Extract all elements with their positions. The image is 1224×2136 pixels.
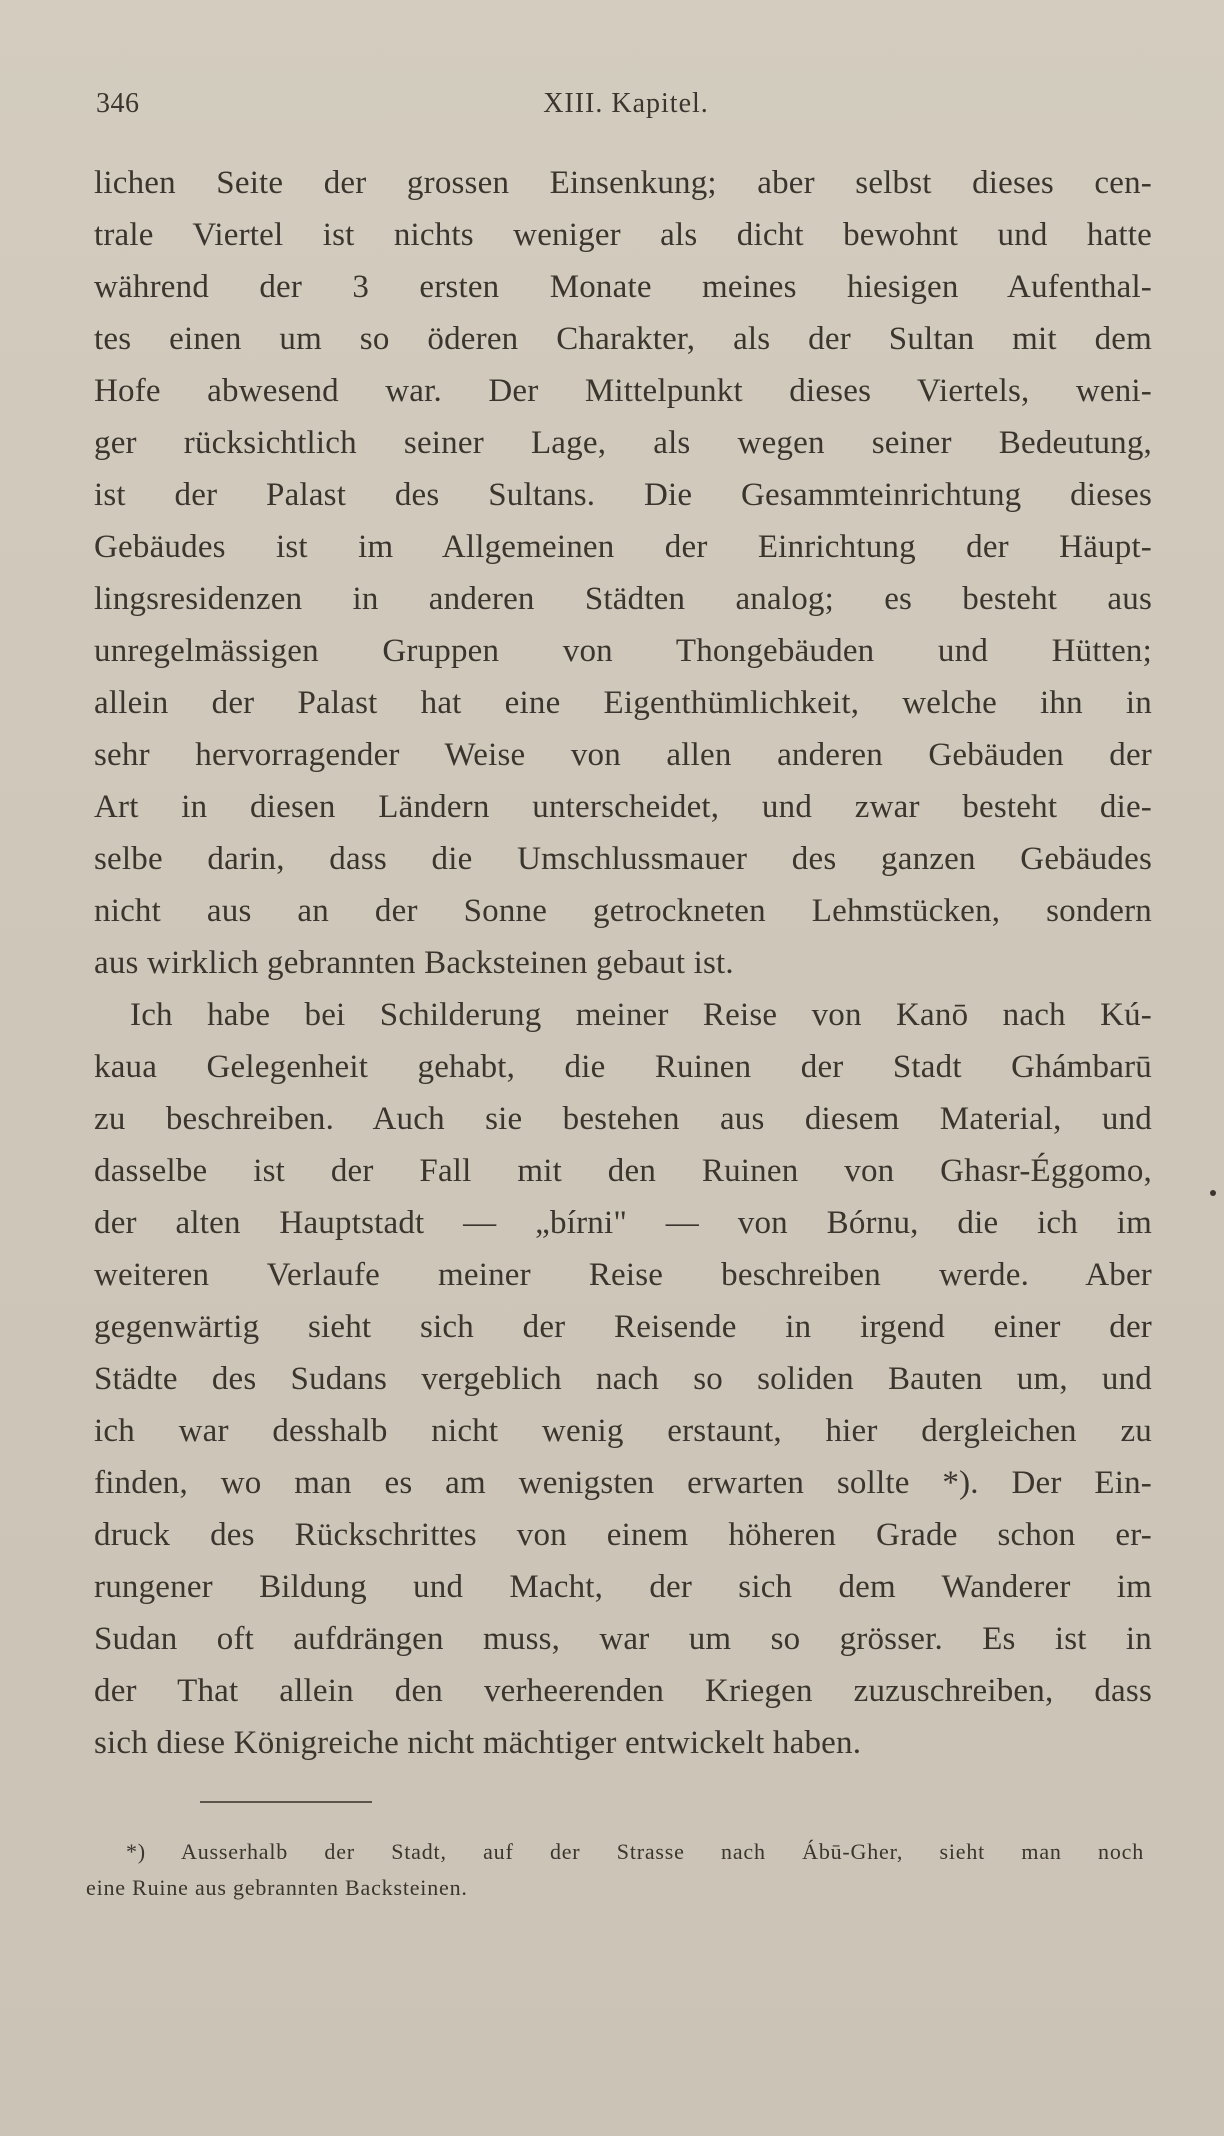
text-line: unregelmässigen Gruppen von Thongebäuden und Hütten;	[94, 633, 1152, 669]
text-line: aus wirklich gebrannten Backsteinen gebaut ist.	[94, 945, 734, 981]
text-line: allein der Palast hat eine Eigenthümlichkeit, welche ihn in	[94, 685, 1152, 721]
text-line: ger rücksichtlich seiner Lage, als wegen seiner Bedeutung,	[94, 425, 1152, 461]
text-line: finden, wo man es am wenigsten erwarten sollte *). Der Ein-	[94, 1465, 1152, 1501]
text-line: nicht aus an der Sonne getrockneten Lehmstücken, sondern	[94, 893, 1152, 929]
running-head: XIII. Kapitel.	[543, 88, 709, 119]
text-line: selbe darin, dass die Umschlussmauer des ganzen Gebäudes	[94, 841, 1152, 877]
text-line: Sudan oft aufdrängen muss, war um so grösser. Es ist in	[94, 1621, 1152, 1657]
text-line: während der 3 ersten Monate meines hiesigen Aufenthal-	[94, 269, 1152, 305]
text-line: trale Viertel ist nichts weniger als dicht bewohnt und hatte	[94, 217, 1152, 253]
text-line: Art in diesen Ländern unterscheidet, und zwar besteht die-	[94, 789, 1152, 825]
body-text	[94, 157, 1152, 1769]
footnote	[86, 1834, 1144, 1906]
footnote-divider	[200, 1801, 372, 1803]
text-line: lichen Seite der grossen Einsenkung; aber selbst dieses cen-	[94, 165, 1152, 201]
footnote-line: *) Ausserhalb der Stadt, auf der Strasse nach Ábū-Gher, sieht man noch	[126, 1839, 1144, 1864]
text-line: zu beschreiben. Auch sie bestehen aus diesem Material, und	[94, 1101, 1152, 1137]
page-header	[96, 88, 1156, 128]
text-line: lingsresidenzen in anderen Städten analog; es besteht aus	[94, 581, 1152, 617]
margin-speck	[1210, 1190, 1216, 1196]
text-line: Hofe abwesend war. Der Mittelpunkt dieses Viertels, weni-	[94, 373, 1152, 409]
footnote-line: eine Ruine aus gebrannten Backsteinen.	[86, 1875, 468, 1900]
text-line: gegenwärtig sieht sich der Reisende in irgend einer der	[94, 1309, 1152, 1345]
text-line: druck des Rückschrittes von einem höheren Grade schon er-	[94, 1517, 1152, 1553]
text-line: weiteren Verlaufe meiner Reise beschreiben werde. Aber	[94, 1257, 1152, 1293]
text-line: sich diese Königreiche nicht mächtiger entwickelt haben.	[94, 1725, 862, 1761]
text-line: der alten Hauptstadt — „bírni" — von Bórnu, die ich im	[94, 1205, 1152, 1241]
text-line: dasselbe ist der Fall mit den Ruinen von Ghasr-Éggomo,	[94, 1153, 1152, 1189]
page-number: 346	[96, 88, 140, 119]
text-line: rungener Bildung und Macht, der sich dem Wanderer im	[94, 1569, 1152, 1605]
text-line: ich war desshalb nicht wenig erstaunt, hier dergleichen zu	[94, 1413, 1152, 1449]
text-line: sehr hervorragender Weise von allen anderen Gebäuden der	[94, 737, 1152, 773]
text-line: kaua Gelegenheit gehabt, die Ruinen der Stadt Ghámbarū	[94, 1049, 1152, 1085]
text-line: Städte des Sudans vergeblich nach so soliden Bauten um, und	[94, 1361, 1152, 1397]
text-line: tes einen um so öderen Charakter, als der Sultan mit dem	[94, 321, 1152, 357]
text-line: Ich habe bei Schilderung meiner Reise von Kanō nach Kú-	[130, 997, 1152, 1033]
text-line: Gebäudes ist im Allgemeinen der Einrichtung der Häupt-	[94, 529, 1152, 565]
text-line: der That allein den verheerenden Kriegen zuzuschreiben, dass	[94, 1673, 1152, 1709]
text-line: ist der Palast des Sultans. Die Gesammteinrichtung dieses	[94, 477, 1152, 513]
